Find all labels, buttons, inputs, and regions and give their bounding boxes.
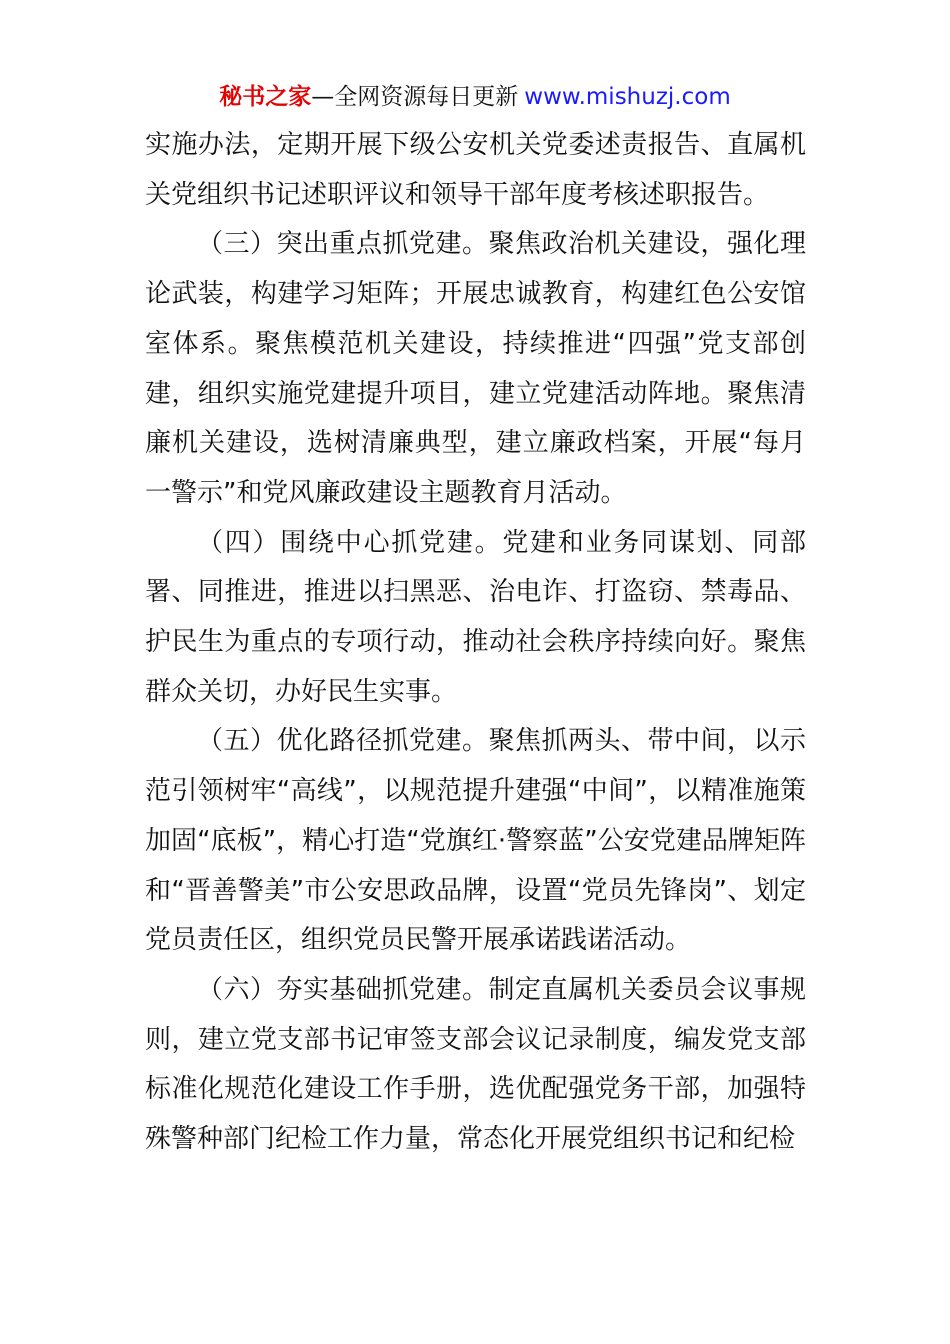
paragraph: （四）围绕中心抓党建。党建和业务同谋划、同部署、同推进，推进以扫黑恶、治电诈、打盗窃、禁毒品、护民生为重点的专项行动，推动社会秩序持续向好。聚焦群众关切，办好民生实事。: [145, 527, 806, 707]
document-body: [145, 121, 806, 1165]
paragraph: （三）突出重点抓党建。聚焦政治机关建设，强化理论武装，构建学习矩阵；开展忠诚教育，构建红色公安馆室体系。聚焦模范机关建设，持续推进“四强”党支部创建，组织实施党建提升项目，建立党建活动阵地。聚焦清廉机关建设，选树清廉典型，建立廉政档案，开展“每月一警示”和党风廉政建设主题教育月活动。: [145, 229, 806, 508]
paragraph: （六）夯实基础抓党建。制定直属机关委员会议事规则，建立党支部书记审签支部会议记录制度，编发党支部标准化规范化建设工作手册，选优配强党务干部，加强特殊警种部门纪检工作力量，常态化开展党组织书记和纪检: [145, 974, 806, 1155]
paragraph: （五）优化路径抓党建。聚焦抓两头、带中间，以示范引领树牢“高线”，以规范提升建强“中间”，以精准施策加固“底板”，精心打造“党旗红·警察蓝”公安党建品牌矩阵和“晋善警美”市公安思政品牌，设置“党员先锋岗”、划定党员责任区，组织党员民警开展承诺践诺活动。: [145, 726, 806, 956]
site-header: [0, 80, 950, 114]
paragraph: 实施办法，定期开展下级公安机关党委述责报告、直属机关党组织书记述职评议和领导干部年度考核述职报告。: [145, 130, 806, 210]
header-tagline: —全网资源每日更新: [311, 84, 519, 110]
site-url-link[interactable]: www.mishuzj.com: [524, 84, 731, 110]
brand-name: 秘书之家: [219, 84, 312, 110]
